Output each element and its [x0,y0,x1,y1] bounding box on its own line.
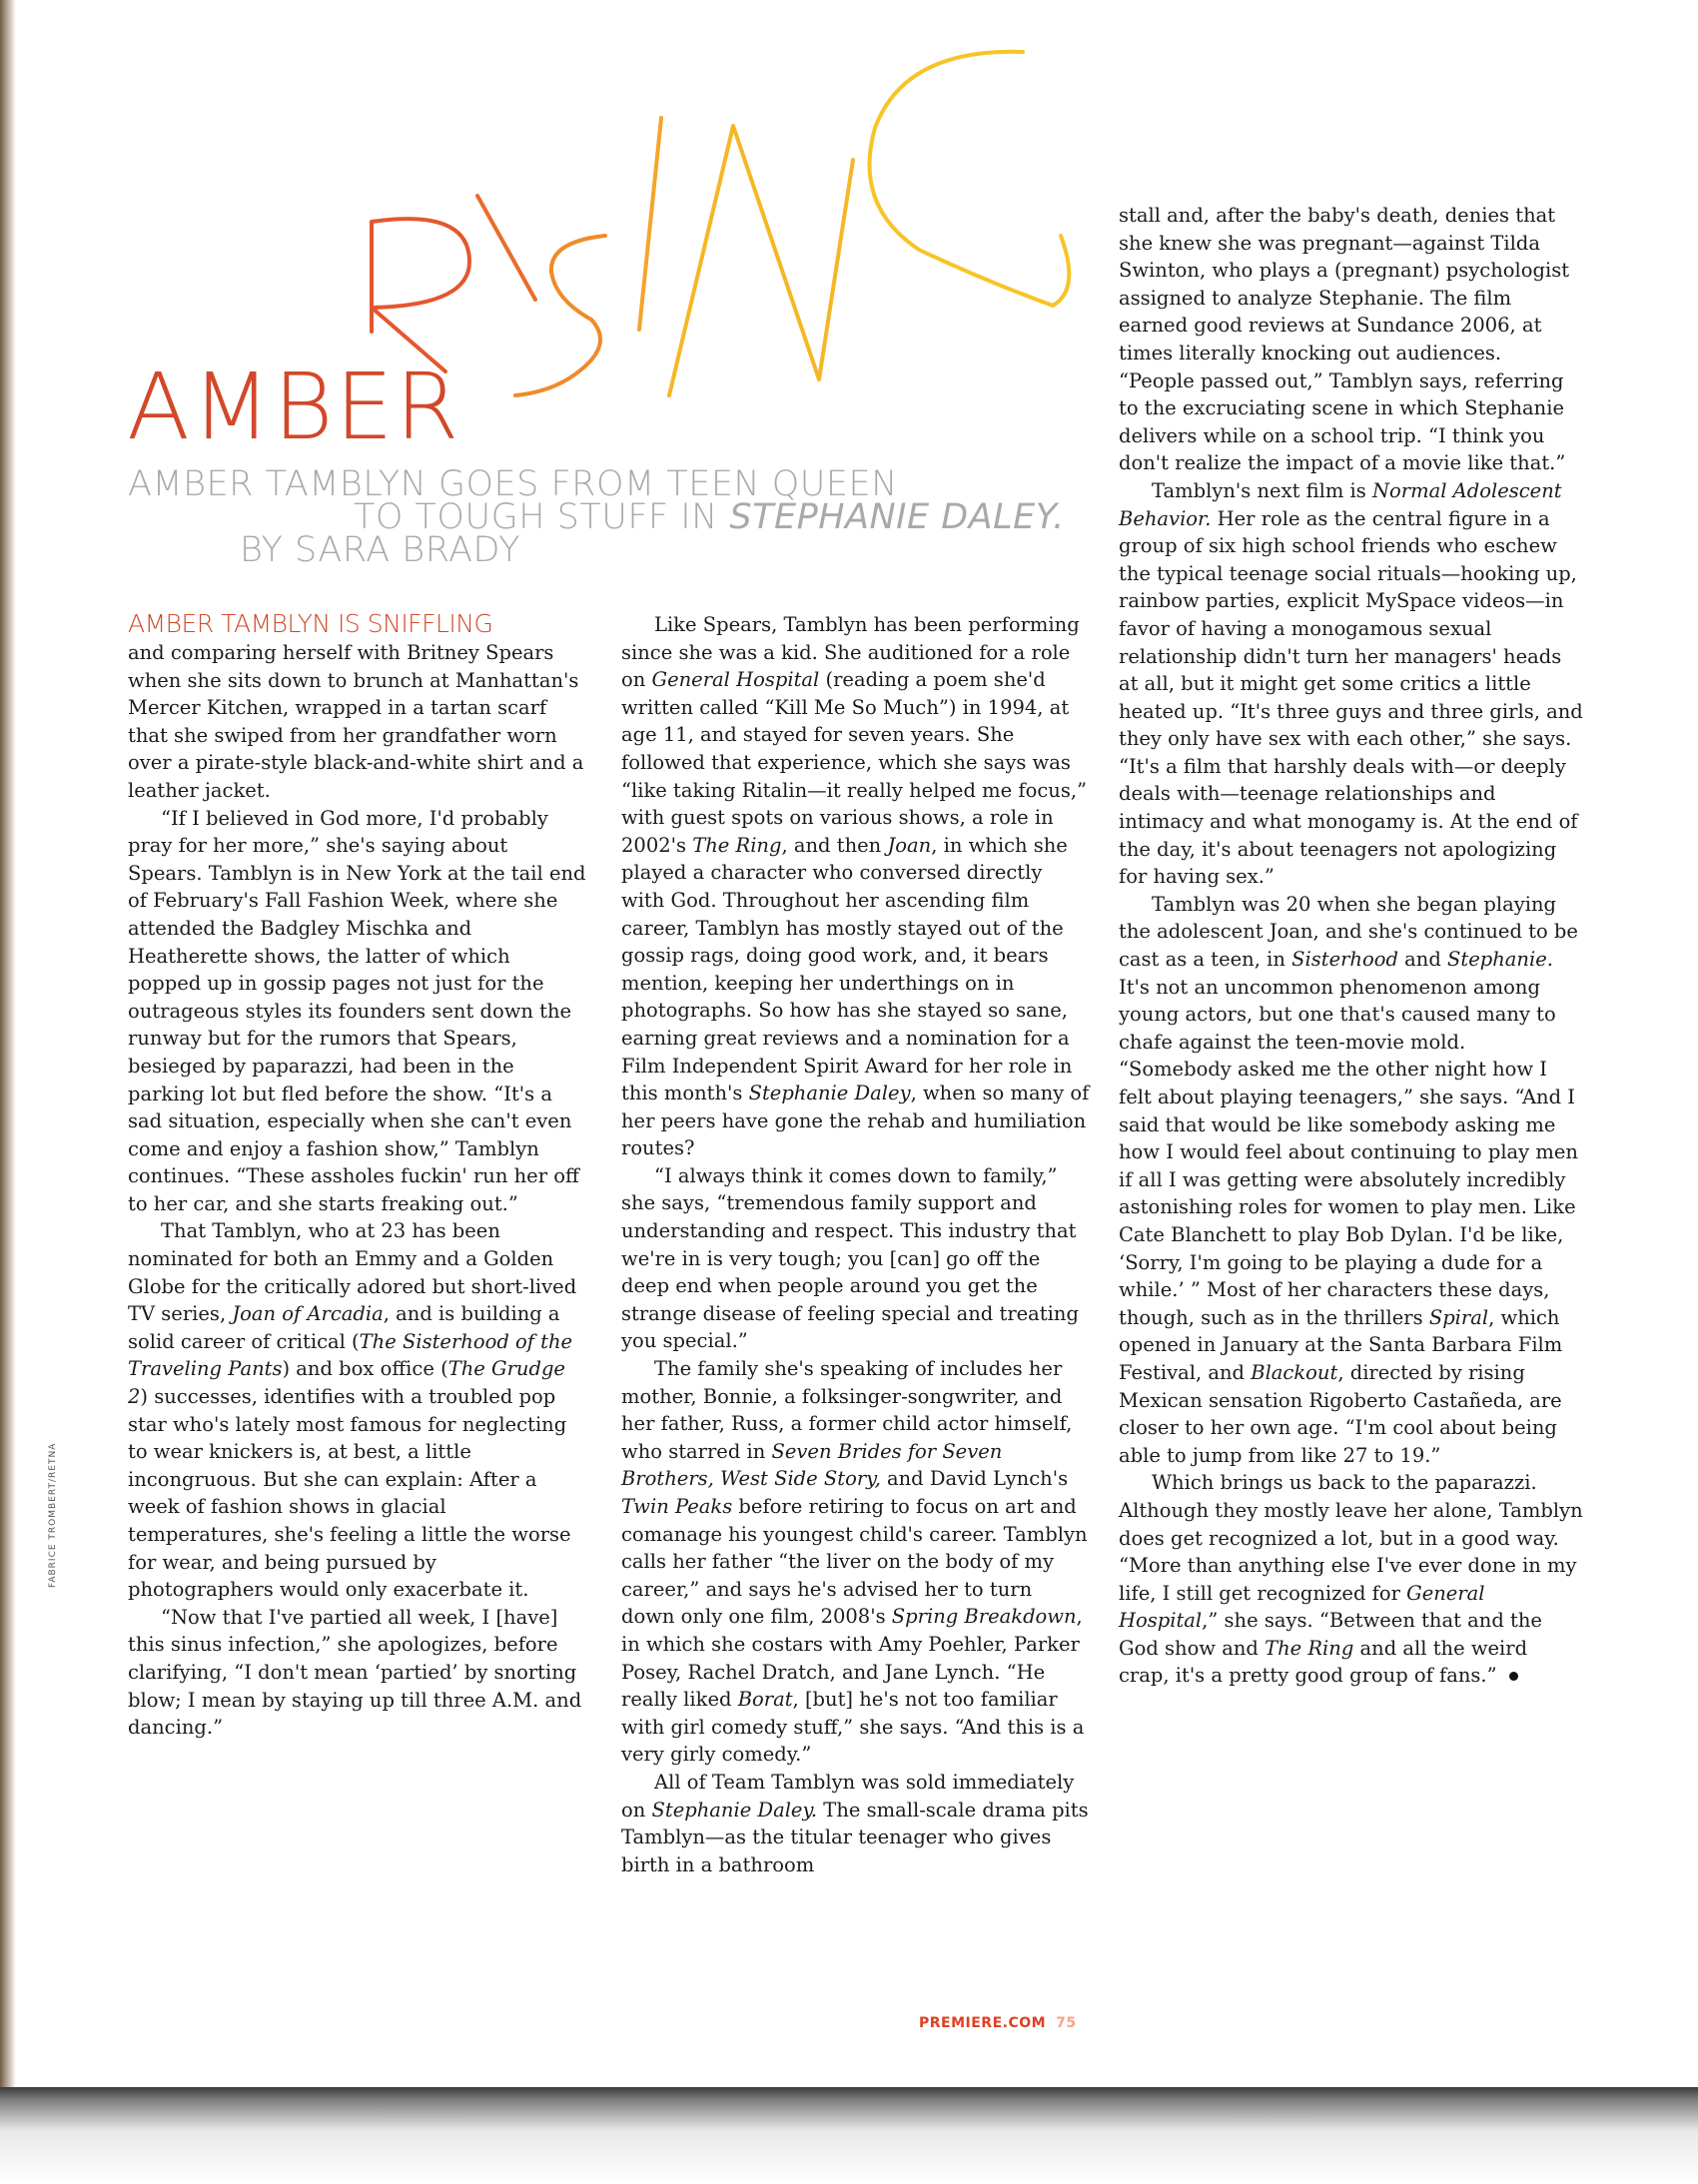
byline: BY SARA BRADY [240,530,520,570]
paragraph: “Now that I've partied all week, I [have] this sinus infection,” she apologizes, before clarifying, “I don't mean ‘partied’ by snorting blow; I mean by staying up till three A.M. and dancing.” [128,1605,582,1740]
end-of-article-bullet [1509,1672,1518,1681]
rising-letter-n [669,126,853,395]
headline-amber: AMBER [127,354,461,460]
paragraph: “If I believed in God more, I'd probably pray for her more,” she's saying about Spears. Tamblyn is in New York at the tail end of February's Fall Fashion Week, where she attended the Badgley Mischka and Heatherette shows, the latter of which popped up in gossip pages not just for the outrageous styles its founders sent down the runway but for the rumors that Spears, besieged by paparazzi, had been in the parking lot but fled before the show. “It's a sad situation, especially when she can't even come and enjoy a fashion show,” Tamblyn continues. “These assholes fuckin' run her off to her car, and she starts freaking out.” [128,806,586,1215]
paragraph: Which brings us back to the paparazzi. Although they mostly leave her alone, Tamblyn does get recognized a lot, but in a good way. “More than anything else I've ever done in my life, I still get recognized for General Hospital,” she says. “Between that and the God show and The Ring and all the weird crap, it's a pretty good group of fans.” [1119,1471,1583,1688]
paragraph: Tamblyn was 20 when she began playing the adolescent Joan, and she's continued to be cast as a teen, in Sisterhood and Stephanie. It's not an uncommon phenomenon among young actors, but one that's caused many to chafe against the teen-movie mold. “Somebody asked me the other night how I felt about playing teenagers,” she says. “And I said that would be like somebody asking me how I would feel about continuing to play men if all I was getting were absolutely incredibly astonishing roles for women to play men. Like Cate Blanchett to play Bob Dylan. I'd be like, ‘Sorry, I'm going to be playing a dude for a while.’ ” Most of her characters these days, though, such as in the thrillers Spiral, which opened in January at the Santa Barbara Film Festival, and Blackout, directed by rising Mexican sensation Rigoberto Castañeda, are closer to her own age. “I'm cool about being able to jump from like 27 to 19.” [1119,892,1578,1467]
deck-line-2: TO TOUGH STUFF IN STEPHANIE DALEY. [354,497,1065,537]
paragraph: That Tamblyn, who at 23 has been nominated for both an Emmy and a Golden Globe for the critically adored but short-lived TV series, Joan of Arcadia, and is building a solid career of critical (The Sisterhood of the Traveling Pants) and box office (The Grudge 2) successes, identifies with a troubled pop star who's lately most famous for neglecting to wear knickers is, at best, a little incongruous. But she can explain: After a week of fashion shows in glacial temperatures, she's feeling a little the worse for wear, and being pursued by photographers would only exacerbate it. [128,1219,577,1602]
paragraph: Tamblyn's next film is Normal Adolescent Behavior. Her role as the central figure in a group of six high school friends who eschew the typical teenage social rituals—hooking up, rainbow parties, explicit MySpace videos—in favor of having a monogamous sexual relationship didn't turn her managers' heads at all, but it might get some critics a little heated up. “It's three guys and three girls, and they only have sex with each other,” she says. “It's a film that harshly deals with—or deeply deals with—teenage relationships and intimacy and what monogamy is. At the end of the day, it's about teenagers not apologizing for having sex.” [1119,478,1583,889]
page-folio [919,2015,1077,2031]
paragraph: “I always think it comes down to family,” she says, “tremendous family support and understanding and respect. This industry that we're in is very tough; you [can] go off the deep end when people around you get the strange disease of feeling special and treating you special.” [621,1163,1079,1353]
folio-site: PREMIERE.COM [919,2015,1047,2031]
paragraph: stall and, after the baby's death, denies that she knew she was pregnant—against Tilda Swinton, who plays a (pregnant) psychologist assigned to analyze Stephanie. The film earned good reviews at Sundance 2006, at times literally knocking out audiences. “People passed out,” Tamblyn says, referring to the excruciating scene in which Stephanie delivers while on a school trip. “I think you don't realize the impact of a movie like that.” [1119,204,1570,475]
article-column-1 [128,609,587,1742]
paragraph: The family she's speaking of includes her mother, Bonnie, a folksinger-songwriter, and her father, Russ, a former child actor himself, who starred in Seven Brides for Seven Brothers, West Side Story, and David Lynch's Twin Peaks before retiring to focus on art and comanage his youngest child's career. Tamblyn calls her father “the liver on the body of my career,” and says he's advised her to turn down only one film, 2008's Spring Breakdown, in which she costars with Amy Poehler, Parker Posey, Rachel Dratch, and Jane Lynch. “He really liked Borat, [but] he's not too familiar with girl comedy stuff,” she says. “And this is a very girly comedy.” [621,1357,1088,1767]
article-column-3 [1119,202,1583,1690]
paragraph: All of Team Tamblyn was sold immediately on Stephanie Daley. The small-scale drama pits Tamblyn—as the titular teenager who gives birth in a bathroom [621,1770,1089,1876]
paragraph: Like Spears, Tamblyn has been performing since she was a kid. She auditioned for a role on General Hospital (reading a poem she'd written called “Kill Me So Much”) in 1994, at age 11, and stayed for seven years. She followed that experience, which she says was “like taking Ritalin—it really helped me focus,” with guest spots on various shows, a role in 2002's The Ring, and then Joan, in which she played a character who conversed directly with God. Throughout her ascending film career, Tamblyn has mostly stayed out of the gossip rags, doing good work, and, it bears mention, keeping her underthings on in photographs. So how has she stayed so sane, earning great reviews and a nomination for a Film Independent Spirit Award for her role in this month's Stephanie Daley, when so many of her peers have gone the rehab and humiliation routes? [621,613,1090,1160]
page-bottom-edge [0,2087,1698,2184]
page-number: 75 [1056,2015,1077,2031]
rising-letter-r [372,219,469,371]
rising-stroke-backslash [477,196,535,300]
paragraph: and comparing herself with Britney Spears when she sits down to brunch at Manhattan's Mercer Kitchen, wrapped in a tartan scarf that she swiped from her grandfather worn over a pirate-style black-and-white shirt and a leather jacket. [128,641,584,802]
rising-letter-s [515,236,605,395]
photo-credit: FABRICE TROMBERT/RETNA [48,1442,58,1588]
deck-film-title: STEPHANIE DALEY. [729,497,1065,537]
lead-in: AMBER TAMBLYN IS SNIFFLING [128,609,493,638]
article-column-2 [621,611,1091,1878]
rising-letter-i [639,118,661,330]
deck-line-1: AMBER TAMBLYN GOES FROM TEEN QUEEN [128,464,898,504]
rising-letter-g [870,52,1070,306]
